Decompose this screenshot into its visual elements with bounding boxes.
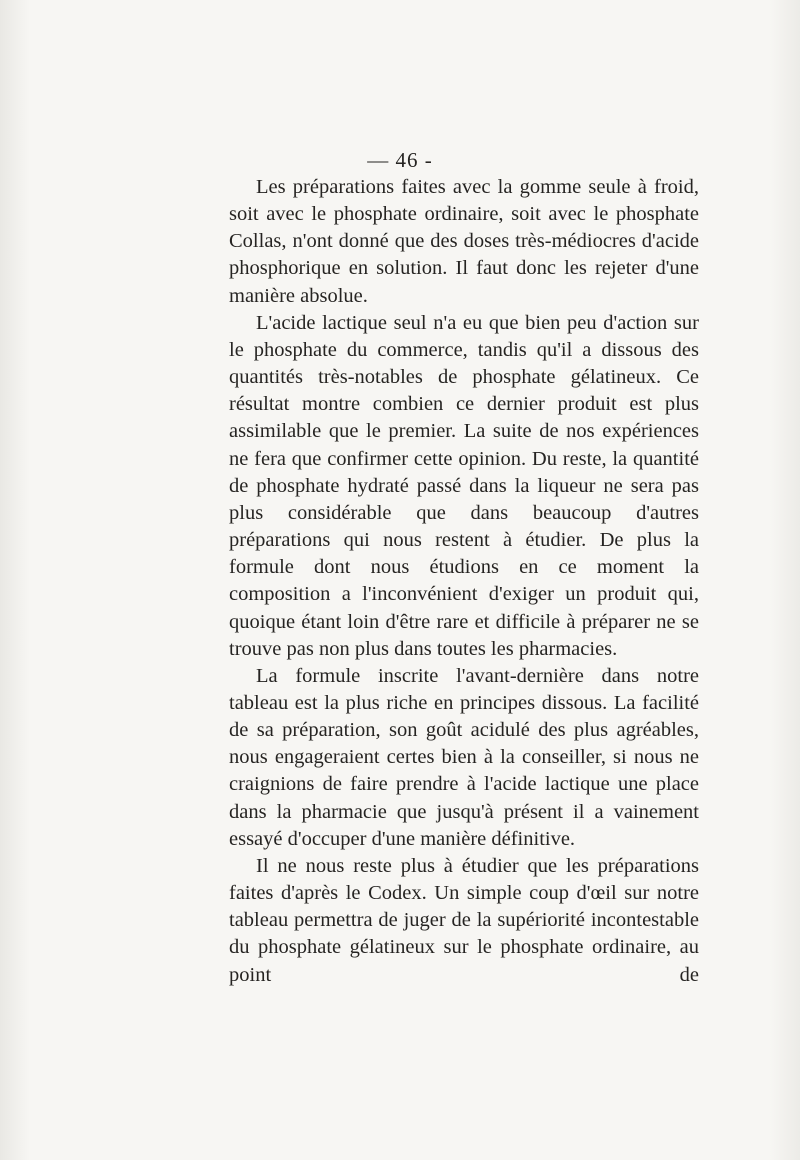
body-text: [229, 174, 699, 989]
paragraph-1: Les préparations faites avec la gomme seule à froid, soit avec le phosphate ordinaire, soit avec le phosphate Collas, n'ont donné que des doses très-médiocres d'acide phosphorique en solution. Il faut donc les rejeter d'une manière absolue.: [229, 176, 699, 307]
page-number: — 46 -: [367, 148, 433, 172]
paragraph-4: Il ne nous reste plus à étudier que les préparations faites d'après le Codex. Un simple coup d'œil sur notre tableau permettra de juger de la supériorité incontestable du phosphate gélatineux sur le phosphate ordinaire, au point de: [229, 854, 699, 986]
paragraph-3: La formule inscrite l'avant-dernière dans notre tableau est la plus riche en principes dissous. La facilité de sa préparation, son goût acidulé des plus agréables, nous engageraient certes bien à la conseiller, si nous ne craignions de faire prendre à l'acide lactique une place dans la pharmacie que jusqu'à présent il a vainement essayé d'occuper d'une manière définitive.: [229, 664, 699, 850]
paragraph-2: L'acide lactique seul n'a eu que bien peu d'action sur le phosphate du commerce, tandis qu'il a dissous des quantités très-notables de phosphate gélatineux. Ce résultat montre combien ce dernier produit est plus assimilable que le premier. La suite de nos expériences ne fera que confirmer cette opinion. Du reste, la quantité de phosphate hydraté passé dans la liqueur ne sera pas plus considérable que dans beaucoup d'autres préparations qui nous restent à étudier. De plus la formule dont nous étudions en ce moment la composition a l'inconvénient d'exiger un produit qui, quoique étant loin d'être rare et difficile à préparer ne se trouve pas non plus dans toutes les pharmacies.: [229, 311, 699, 660]
